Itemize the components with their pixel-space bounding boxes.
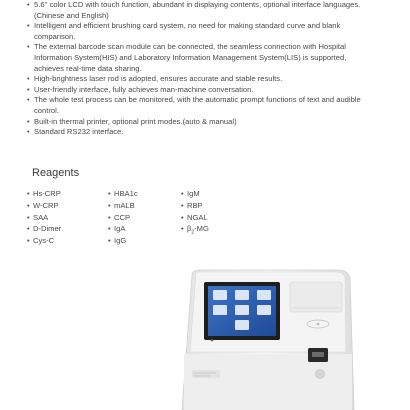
- reagent-column-2: [108, 188, 138, 247]
- reagent-item: • mALB: [108, 200, 135, 210]
- reagent-item: • HBA1c: [108, 189, 138, 198]
- reagent-column-3: [181, 188, 209, 240]
- feature-item: • The external barcode scan module can be connected, the seamless connection with Hospital Information System(HIS) and Laboratory Information Management System(LIS) is supported, achieves real-time data sharing.: [27, 42, 347, 73]
- feature-item: • High-brightness laser rod is adopted, ensures accurate and stable results.: [27, 74, 283, 84]
- reagent-item: • Hs-CRP: [27, 189, 61, 198]
- reagent-item: • W-CRP: [27, 200, 59, 210]
- reagents-heading: Reagents: [32, 167, 80, 179]
- power-indicator: [211, 339, 214, 342]
- device-image: [178, 268, 358, 410]
- feature-item: • Built-in thermal printer, optional print modes.(auto & manual): [27, 116, 237, 126]
- reagent-item: • Cys-C: [27, 236, 55, 246]
- reagent-item: • D-Dimer: [27, 224, 62, 234]
- reagent-item: • IgG: [108, 236, 127, 246]
- feature-item: • Intelligent and efficient brushing card system, no need for making standard curve and blank comparison.: [27, 21, 341, 41]
- feature-item: • 5.6'' color LCD with touch function, abundant in displaying contents, optional interface languages.(Chinese and English): [27, 0, 361, 20]
- reagent-item: • IgM: [181, 189, 200, 198]
- feature-item: • The whole test process can be monitored, with the automatic prompt functions of text and audible control.: [27, 95, 361, 115]
- reagent-item: • SAA: [27, 212, 49, 222]
- reagent-item: • NGAL: [181, 212, 208, 222]
- reagent-column-1: [27, 188, 61, 247]
- reagent-item: • $\beta_2-MG$: [181, 224, 209, 236]
- feature-list: [26, 0, 374, 138]
- reagent-item: • IgA: [108, 224, 126, 234]
- printer-cover: [290, 282, 342, 312]
- knob: [316, 370, 325, 379]
- reagent-item: • RBP: [181, 200, 203, 210]
- feature-item: • User-friendly interface, fully achieves man-machine conversation.: [27, 84, 254, 94]
- feature-item: • Standard RS232 interface.: [27, 127, 124, 137]
- reagent-item: • CCP: [108, 212, 131, 222]
